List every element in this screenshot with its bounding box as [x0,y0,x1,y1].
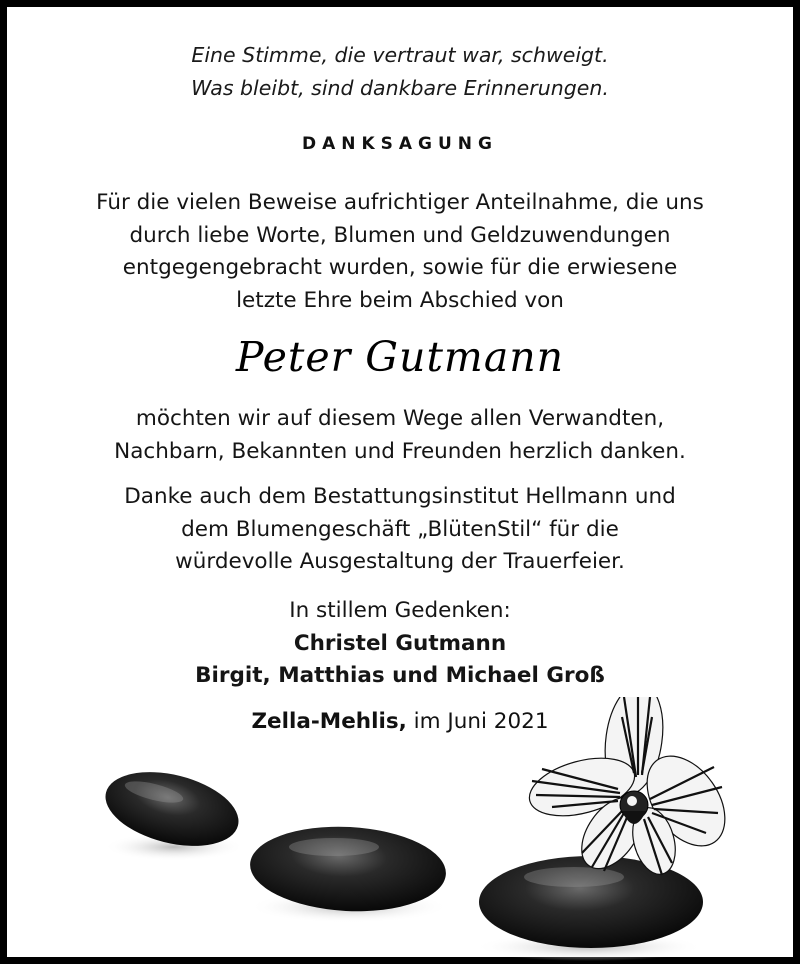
motto-line-2: Was bleibt, sind dankbare Erinnerungen. [191,76,609,100]
date-text: im Juni 2021 [413,709,549,734]
intro-paragraph [7,187,793,317]
place-date-line [7,709,793,734]
signoff-name-2: Birgit, Matthias und Michael Groß [195,663,605,688]
deceased-name: Peter Gutmann [235,333,565,381]
signoff-name-1: Christel Gutmann [293,630,507,656]
intro-line-4: letzte Ehre beim Abschied von [236,287,564,313]
thanks-line-1: möchten wir auf diesem Wege allen Verwandten, [135,406,665,431]
thanks-paragraph [7,403,793,468]
additional-thanks-paragraph [7,481,793,579]
additional-thanks-line-1: Danke auch dem Bestattungsinstitut Hellmann und [124,484,676,509]
place-name: Zella-Mehlis, [251,709,407,734]
motto-line-1: Eine Stimme, die vertraut war, schweigt. [191,43,609,67]
thanks-line-2: Nachbarn, Bekannten und Freunden herzlich danken. [114,438,686,464]
intro-line-2: durch liebe Worte, Blumen und Geldzuwendungen [129,222,671,248]
intro-line-3: entgegengebracht wurden, sowie für die erwiesene [122,255,678,280]
signoff-intro: In stillem Gedenken: [289,598,511,623]
additional-thanks-line-3: würdevolle Ausgestaltung der Trauerfeier. [175,549,625,574]
signoff-block [7,595,793,693]
intro-line-1: Für die vielen Beweise aufrichtiger Anteilnahme, die uns [96,190,704,215]
stones-orchid-illustration [14,697,800,964]
motto-quote [7,39,793,105]
additional-thanks-line-2: dem Blumengeschäft „BlütenStil“ für die [181,516,619,542]
heading-danksagung: DANKSAGUNG [301,134,498,154]
